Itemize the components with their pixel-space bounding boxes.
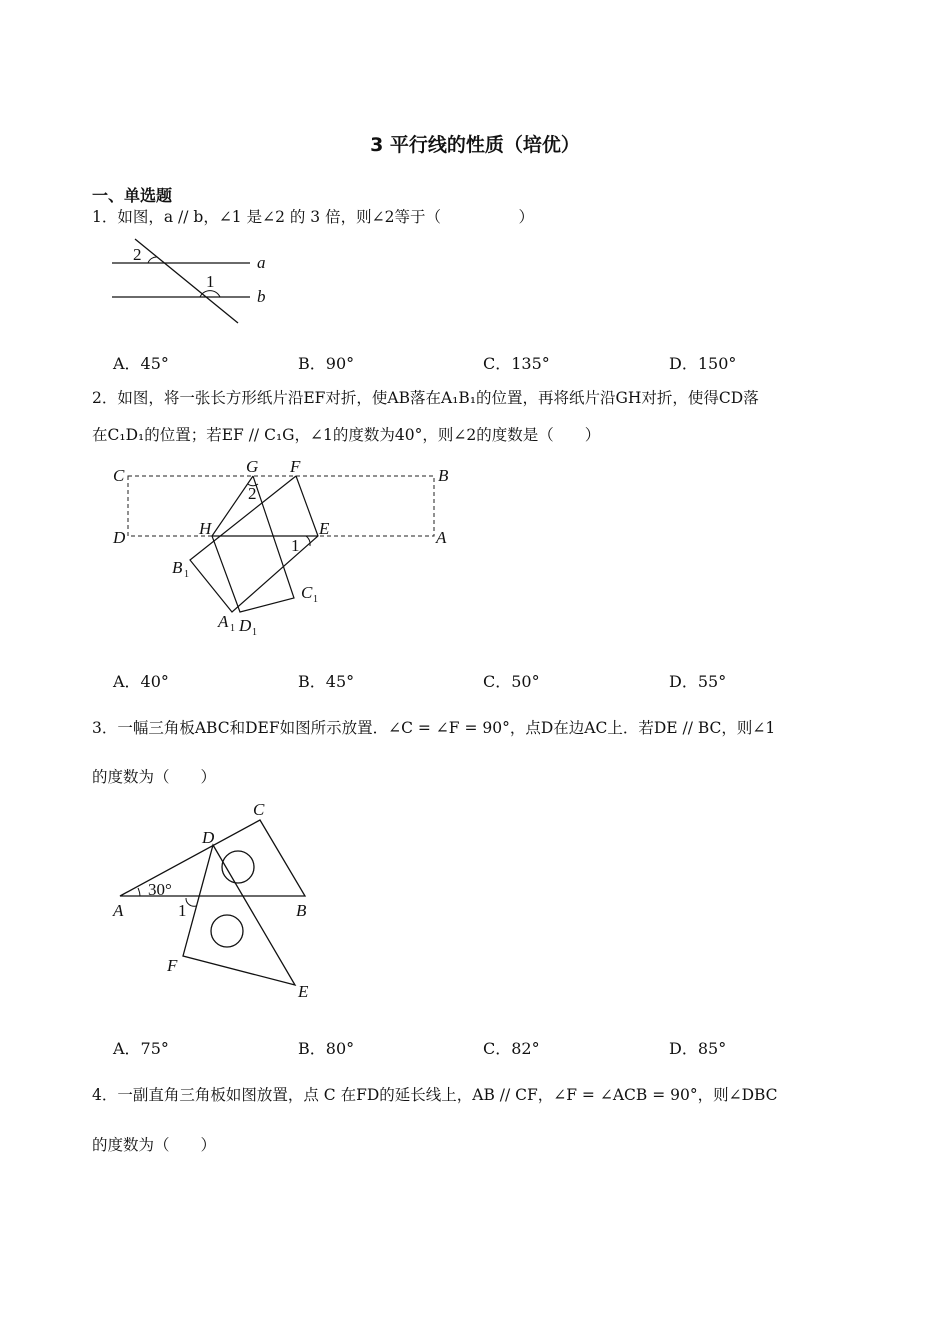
label-E: E <box>319 519 330 538</box>
question-4-line1: 4．一副直角三角板如图放置，点 C 在FD的延长线上，AB // CF，∠F = ∠ACB = 90°，则∠DBC <box>92 1086 778 1104</box>
label-B: B <box>438 466 449 485</box>
question-1-text: 1．如图，a // b，∠1 是∠2 的 3 倍，则∠2等于（ ） <box>92 208 534 226</box>
question-4-line2: 的度数为（ ） <box>92 1136 217 1154</box>
q3-option-d: D．85° <box>669 1039 727 1058</box>
q1-option-d: D．150° <box>669 354 737 373</box>
label-B1: B <box>172 558 183 577</box>
label-H: H <box>199 519 212 538</box>
q2-option-a: A．40° <box>113 672 169 691</box>
label-1: 1 <box>206 272 215 291</box>
label-2: 2 <box>133 245 142 264</box>
q1-option-b: B．90° <box>298 354 355 373</box>
label-G: G <box>246 457 259 476</box>
q3-option-c: C．82° <box>483 1039 540 1058</box>
label-30: 30° <box>148 880 172 899</box>
label-D: D <box>113 528 126 547</box>
label-1: 1 <box>291 536 300 555</box>
label-F: F <box>167 956 178 975</box>
question-3-line1: 3．一幅三角板ABC和DEF如图所示放置．∠C = ∠F = 90°，点D在边AC上．若DE // BC，则∠1 <box>92 719 776 737</box>
q1-option-c: C．135° <box>483 354 550 373</box>
question-2-line2: 在C₁D₁的位置；若EF // C₁G，∠1的度数为40°，则∠2的度数是（ ） <box>92 426 601 444</box>
label-A1-sub: 1 <box>230 623 235 634</box>
q2-option-d: D．55° <box>669 672 727 691</box>
q3-option-a: A．75° <box>113 1039 169 1058</box>
q1-option-a: A．45° <box>113 354 169 373</box>
q2-option-c: C．50° <box>483 672 540 691</box>
label-A1: A <box>218 612 229 631</box>
label-A: A <box>436 528 447 547</box>
triangle-abc-hole <box>222 851 254 883</box>
label-E: E <box>298 982 309 1001</box>
label-F: F <box>290 457 301 476</box>
label-D1: D <box>239 616 252 635</box>
page-title: 3 平行线的性质（培优） <box>370 134 580 156</box>
label-B: B <box>296 901 307 920</box>
label-D1-sub: 1 <box>252 627 257 638</box>
angle-30-arc <box>138 888 140 896</box>
label-B1-sub: 1 <box>184 569 189 580</box>
question-3-line2: 的度数为（ ） <box>92 768 217 786</box>
angle-1-arc <box>186 898 196 906</box>
label-2: 2 <box>248 484 257 503</box>
label-C: C <box>113 466 125 485</box>
label-C: C <box>253 800 265 819</box>
triangle-def <box>183 845 295 985</box>
label-A: A <box>113 901 124 920</box>
label-b: b <box>257 287 266 306</box>
q3-option-b: B．80° <box>298 1039 355 1058</box>
label-D: D <box>202 828 215 847</box>
question-2-line1: 2．如图，将一张长方形纸片沿EF对折，使AB落在A₁B₁的位置，再将纸片沿GH对折，使得CD落 <box>92 389 759 407</box>
label-C1-sub: 1 <box>313 594 318 605</box>
label-a: a <box>257 253 266 272</box>
section-heading: 一、单选题 <box>92 186 173 205</box>
label-C1: C <box>301 583 313 602</box>
triangle-def-hole <box>211 915 243 947</box>
q2-option-b: B．45° <box>298 672 355 691</box>
label-1: 1 <box>178 901 187 920</box>
